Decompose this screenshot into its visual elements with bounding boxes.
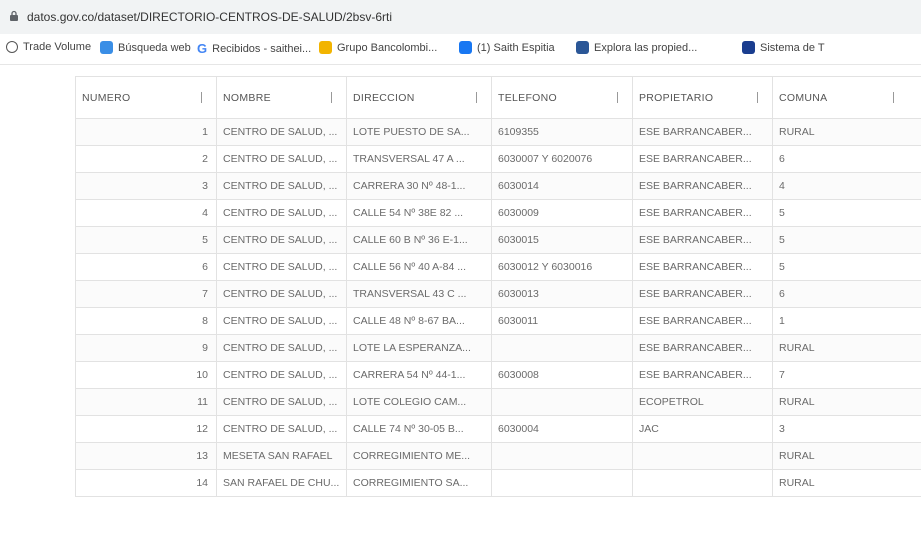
cell-propietario[interactable]: ESE BARRANCABER... xyxy=(633,119,773,146)
cell-numero[interactable]: 13 xyxy=(76,443,217,470)
explora-icon xyxy=(576,41,589,54)
cell-direccion[interactable]: CALLE 74 Nº 30-05 B... xyxy=(347,416,492,443)
cell-propietario[interactable] xyxy=(633,470,773,497)
cell-propietario[interactable]: ESE BARRANCABER... xyxy=(633,335,773,362)
lock-icon xyxy=(8,10,20,22)
column-resize-handle[interactable] xyxy=(893,92,894,103)
cell-numero[interactable]: 8 xyxy=(76,308,217,335)
cell-direccion[interactable]: CALLE 54 Nº 38E 82 ... xyxy=(347,200,492,227)
cell-direccion[interactable]: CORREGIMIENTO SA... xyxy=(347,470,492,497)
bookmark-busqueda-web[interactable] xyxy=(100,41,191,54)
bookmark-recibidos[interactable] xyxy=(197,41,311,56)
table-row[interactable] xyxy=(76,443,921,470)
cell-nombre[interactable]: CENTRO DE SALUD, ... xyxy=(217,146,347,173)
cell-nombre[interactable]: CENTRO DE SALUD, ... xyxy=(217,308,347,335)
cell-comuna[interactable]: 5 xyxy=(773,227,921,254)
column-header-direccion[interactable]: DIRECCION xyxy=(347,77,492,119)
cell-nombre[interactable]: CENTRO DE SALUD, ... xyxy=(217,227,347,254)
cell-numero[interactable]: 11 xyxy=(76,389,217,416)
table-row[interactable] xyxy=(76,119,921,146)
cell-nombre[interactable]: CENTRO DE SALUD, ... xyxy=(217,119,347,146)
sistema-icon xyxy=(742,41,755,54)
bookmark-trade-volume[interactable] xyxy=(6,41,91,53)
table-row[interactable] xyxy=(76,389,921,416)
address-bar[interactable] xyxy=(0,0,921,35)
cell-direccion[interactable]: CALLE 56 Nº 40 A-84 ... xyxy=(347,254,492,281)
cell-nombre[interactable]: CENTRO DE SALUD, ... xyxy=(217,200,347,227)
bookmark-label: (1) Saith Espitia xyxy=(477,41,555,54)
cell-comuna[interactable]: 6 xyxy=(773,146,921,173)
cell-numero[interactable]: 3 xyxy=(76,173,217,200)
column-header-comuna[interactable]: COMUNA xyxy=(773,77,921,119)
table-row[interactable] xyxy=(76,200,921,227)
bookmark-facebook[interactable] xyxy=(459,41,555,54)
cell-comuna[interactable]: 1 xyxy=(773,308,921,335)
cell-telefono[interactable] xyxy=(492,470,633,497)
table-row[interactable] xyxy=(76,470,921,497)
cell-nombre[interactable]: SAN RAFAEL DE CHU... xyxy=(217,470,347,497)
cell-nombre[interactable]: CENTRO DE SALUD, ... xyxy=(217,173,347,200)
cell-direccion[interactable]: CARRERA 54 Nº 44-1... xyxy=(347,362,492,389)
bookmark-label: Explora las propied... xyxy=(594,41,698,54)
cell-direccion[interactable]: CALLE 48 Nº 8-67 BA... xyxy=(347,308,492,335)
table-row[interactable] xyxy=(76,308,921,335)
column-resize-handle[interactable] xyxy=(476,92,477,103)
table-row[interactable] xyxy=(76,146,921,173)
cell-nombre[interactable]: MESETA SAN RAFAEL xyxy=(217,443,347,470)
cell-telefono[interactable]: 6109355 xyxy=(492,119,633,146)
cell-direccion[interactable]: LOTE COLEGIO CAM... xyxy=(347,389,492,416)
cell-comuna[interactable]: RURAL xyxy=(773,119,921,146)
cell-comuna[interactable]: 3 xyxy=(773,416,921,443)
cell-comuna[interactable]: 5 xyxy=(773,200,921,227)
web-search-icon xyxy=(100,41,113,54)
bancolombia-icon xyxy=(319,41,332,54)
cell-propietario[interactable]: ECOPETROL xyxy=(633,389,773,416)
url-text[interactable]: datos.gov.co/dataset/DIRECTORIO-CENTROS-DE-SALUD/2bsv-6rti xyxy=(27,10,392,24)
table-row[interactable] xyxy=(76,335,921,362)
cell-propietario[interactable]: ESE BARRANCABER... xyxy=(633,308,773,335)
column-resize-handle[interactable] xyxy=(617,92,618,103)
cell-telefono[interactable] xyxy=(492,335,633,362)
column-header-nombre[interactable]: NOMBRE xyxy=(217,77,347,119)
cell-comuna[interactable]: RURAL xyxy=(773,389,921,416)
cell-telefono[interactable] xyxy=(492,389,633,416)
cell-numero[interactable]: 7 xyxy=(76,281,217,308)
cell-propietario[interactable]: JAC xyxy=(633,416,773,443)
bookmark-label: Sistema de T xyxy=(760,41,825,54)
cell-comuna[interactable]: 5 xyxy=(773,254,921,281)
cell-numero[interactable]: 6 xyxy=(76,254,217,281)
table-row[interactable] xyxy=(76,362,921,389)
bookmark-sistema[interactable] xyxy=(742,41,825,54)
cell-direccion[interactable]: TRANSVERSAL 43 C ... xyxy=(347,281,492,308)
table-body xyxy=(76,119,921,497)
column-resize-handle[interactable] xyxy=(201,92,202,103)
cell-telefono[interactable]: 6030008 xyxy=(492,362,633,389)
cell-telefono[interactable]: 6030004 xyxy=(492,416,633,443)
cell-direccion[interactable]: LOTE PUESTO DE SA... xyxy=(347,119,492,146)
bookmark-label: Recibidos - saithei... xyxy=(212,42,312,55)
cell-numero[interactable]: 12 xyxy=(76,416,217,443)
header-row xyxy=(76,77,921,119)
column-header-propietario[interactable]: PROPIETARIO xyxy=(633,77,773,119)
cell-propietario[interactable] xyxy=(633,443,773,470)
cell-telefono[interactable] xyxy=(492,443,633,470)
cell-nombre[interactable]: CENTRO DE SALUD, ... xyxy=(217,389,347,416)
table-row[interactable] xyxy=(76,227,921,254)
cell-direccion[interactable]: TRANSVERSAL 47 A ... xyxy=(347,146,492,173)
cell-propietario[interactable]: ESE BARRANCABER... xyxy=(633,362,773,389)
bookmarks-bar xyxy=(0,34,921,65)
data-grid xyxy=(75,76,921,539)
cell-propietario[interactable]: ESE BARRANCABER... xyxy=(633,200,773,227)
cell-propietario[interactable]: ESE BARRANCABER... xyxy=(633,281,773,308)
cell-direccion[interactable]: CARRERA 30 Nº 48-1... xyxy=(347,173,492,200)
cell-comuna[interactable]: 4 xyxy=(773,173,921,200)
trade-volume-icon xyxy=(6,41,18,53)
cell-nombre[interactable]: CENTRO DE SALUD, ... xyxy=(217,362,347,389)
cell-comuna[interactable]: RURAL xyxy=(773,470,921,497)
bookmark-label: Búsqueda web xyxy=(118,41,191,54)
table-row[interactable] xyxy=(76,173,921,200)
cell-numero[interactable]: 5 xyxy=(76,227,217,254)
cell-propietario[interactable]: ESE BARRANCABER... xyxy=(633,146,773,173)
bookmark-grupo-bancolombia[interactable] xyxy=(319,41,437,54)
cell-telefono[interactable]: 6030011 xyxy=(492,308,633,335)
cell-numero[interactable]: 2 xyxy=(76,146,217,173)
cell-comuna[interactable]: 7 xyxy=(773,362,921,389)
cell-nombre[interactable]: CENTRO DE SALUD, ... xyxy=(217,254,347,281)
bookmark-explora[interactable] xyxy=(576,41,697,54)
cell-propietario[interactable]: ESE BARRANCABER... xyxy=(633,173,773,200)
column-resize-handle[interactable] xyxy=(757,92,758,103)
cell-nombre[interactable]: CENTRO DE SALUD, ... xyxy=(217,335,347,362)
cell-direccion[interactable]: CORREGIMIENTO ME... xyxy=(347,443,492,470)
dataset-table xyxy=(75,76,921,497)
facebook-icon xyxy=(459,41,472,54)
cell-direccion[interactable]: LOTE LA ESPERANZA... xyxy=(347,335,492,362)
cell-telefono[interactable]: 6030007 Y 6020076 xyxy=(492,146,633,173)
column-header-telefono[interactable]: TELEFONO xyxy=(492,77,633,119)
cell-telefono[interactable]: 6030013 xyxy=(492,281,633,308)
cell-direccion[interactable]: CALLE 60 B Nº 36 E-1... xyxy=(347,227,492,254)
cell-numero[interactable]: 1 xyxy=(76,119,217,146)
google-icon: G xyxy=(197,41,208,56)
cell-telefono[interactable]: 6030009 xyxy=(492,200,633,227)
cell-telefono[interactable]: 6030015 xyxy=(492,227,633,254)
cell-comuna[interactable]: RURAL xyxy=(773,443,921,470)
cell-numero[interactable]: 9 xyxy=(76,335,217,362)
cell-numero[interactable]: 4 xyxy=(76,200,217,227)
cell-nombre[interactable]: CENTRO DE SALUD, ... xyxy=(217,281,347,308)
cell-comuna[interactable]: RURAL xyxy=(773,335,921,362)
table-row[interactable] xyxy=(76,281,921,308)
column-resize-handle[interactable] xyxy=(331,92,332,103)
table-row[interactable] xyxy=(76,254,921,281)
column-header-numero[interactable]: NUMERO xyxy=(76,77,217,119)
table-row[interactable] xyxy=(76,416,921,443)
cell-propietario[interactable]: ESE BARRANCABER... xyxy=(633,227,773,254)
bookmark-label: Trade Volume xyxy=(23,41,92,53)
bookmark-label: Grupo Bancolombi... xyxy=(337,41,438,54)
cell-numero[interactable]: 14 xyxy=(76,470,217,497)
cell-numero[interactable]: 10 xyxy=(76,362,217,389)
cell-nombre[interactable]: CENTRO DE SALUD, ... xyxy=(217,416,347,443)
cell-telefono[interactable]: 6030012 Y 6030016 xyxy=(492,254,633,281)
cell-comuna[interactable]: 6 xyxy=(773,281,921,308)
cell-telefono[interactable]: 6030014 xyxy=(492,173,633,200)
cell-propietario[interactable]: ESE BARRANCABER... xyxy=(633,254,773,281)
